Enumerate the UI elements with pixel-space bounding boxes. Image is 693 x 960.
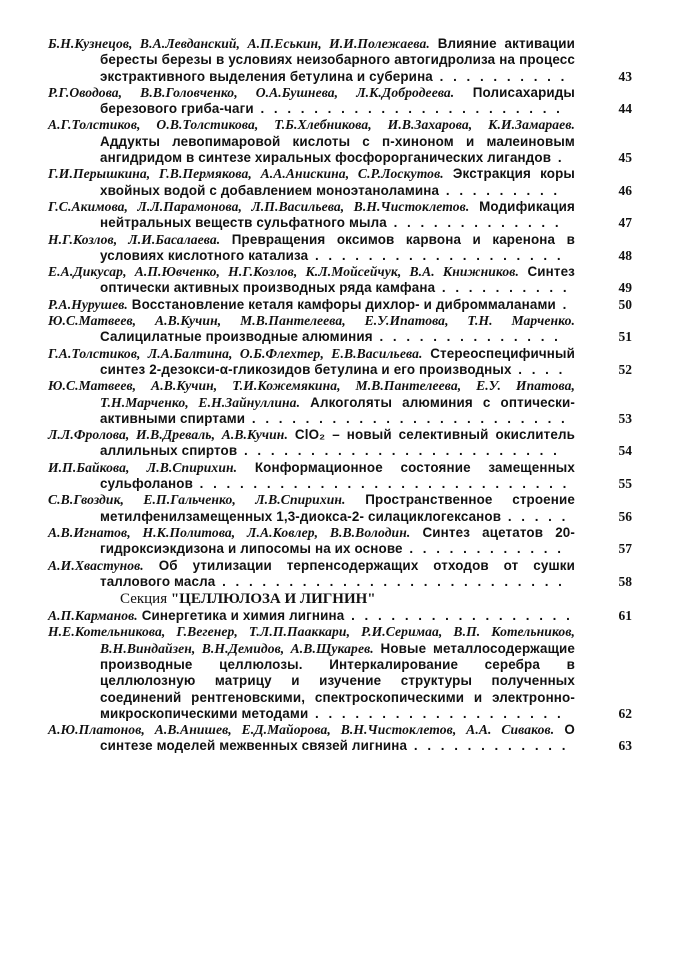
page-number: 43 — [618, 68, 632, 84]
section-heading — [48, 591, 658, 608]
section-prefix: Секция — [120, 591, 171, 608]
entry-title: Алкоголяты алюминия с оптически-активными спиртами — [100, 394, 576, 426]
entry-authors: Г.А.Толстиков, Л.А.Балтина, О.Б.Флехтер, Е.В.Васильева. — [48, 345, 423, 361]
entry-authors: Н.Е.Котельникова, Г.Вегенер, Т.Л.П.Пааккари, Р.И.Серимаа, В.П. Котельников, В.Н.Виндайзен, В.Н.Демидов, А.В.Щукарев. — [48, 624, 575, 656]
entry-text — [48, 264, 575, 297]
dot-leader: . . . . . — [501, 508, 569, 524]
dot-leader: . . . . . . . . . . . . . . — [372, 329, 561, 345]
page-number: 56 — [618, 508, 632, 524]
entry-text — [48, 608, 575, 624]
page-number: 45 — [618, 150, 632, 166]
toc-entry — [48, 427, 658, 460]
dot-leader: . . . . . . . . . . . . . . . . . . . . . . . . — [237, 443, 560, 459]
entry-title: О синтезе моделей межвенных связей лигнина — [100, 722, 575, 754]
dot-leader: . . . . . . . . . . — [432, 68, 568, 84]
toc-entry — [48, 264, 658, 297]
entry-title: Синтез ацетатов 20-гидроксиэкдизона и липосомы на их основе — [100, 524, 575, 557]
dot-leader: . . . . . . . . . . . . . — [386, 215, 562, 231]
toc-entry — [48, 117, 658, 166]
dot-leader: . . . . . . . . . . . . . . . . . . . — [308, 705, 564, 721]
entry-text — [48, 492, 575, 525]
toc-entry — [48, 558, 658, 591]
entry-title: Экстракция коры хвойных водой с добавлением моноэтаноламина — [100, 166, 576, 198]
entry-text — [48, 85, 575, 118]
entry-text — [48, 117, 575, 166]
entry-text — [48, 427, 575, 460]
entry-authors: А.И.Хвастунов. — [48, 557, 144, 573]
toc-entry — [48, 460, 658, 493]
page-number: 55 — [618, 476, 632, 492]
entry-text — [48, 378, 575, 427]
page-number: 58 — [618, 573, 632, 589]
entry-text — [48, 558, 575, 591]
dot-leader: . — [551, 150, 565, 166]
dot-leader: . . . . . . . . . . — [435, 280, 570, 296]
entry-authors: Г.С.Акимова, Л.Л.Парамонова, Л.П.Васильева, В.Н.Чистоклетов. — [48, 198, 470, 214]
entry-title: ClO₂ – новый селективный окислитель аллильных спиртов — [100, 427, 575, 459]
entry-authors: Р.А.Нурушев. — [48, 296, 128, 312]
dot-leader: . . . . . . . . . . . . . . . . . . . — [308, 247, 564, 263]
toc-entry — [48, 492, 658, 525]
entry-authors: Б.Н.Кузнецов, В.А.Левданский, А.П.Еськин, И.И.Полежаева. — [48, 36, 430, 51]
entry-text — [48, 346, 575, 379]
entry-title: Превращения оксимов карвона и каренона в условиях кислотного катализа — [100, 231, 575, 263]
entry-title: Синтез оптически активных производных ряда камфана — [100, 264, 575, 296]
table-of-contents — [48, 36, 658, 755]
entry-text — [48, 313, 575, 346]
toc-entry — [48, 232, 658, 265]
dot-leader: . . . . . . . . . . . . . . . . . . . . . . . . . . — [215, 573, 565, 589]
page-number: 61 — [618, 608, 632, 624]
entry-title: Конформационное состояние замещенных сульфоланов — [100, 459, 575, 492]
page-number: 44 — [618, 101, 632, 117]
toc-entry — [48, 85, 658, 118]
page-number: 53 — [618, 410, 632, 426]
entry-authors: А.Ю.Платонов, А.В.Анишев, Е.Д.Майорова, В.Н.Чистоклетов, А.А. Сиваков. — [48, 722, 555, 738]
dot-leader: . . . . — [511, 361, 566, 377]
toc-entry — [48, 608, 658, 624]
dot-leader: . . . . . . . . . . . . . . . . . . . . . . . . — [245, 410, 568, 426]
dot-leader: . . . . . . . . . . . . — [407, 738, 569, 754]
entry-title: Стереоспецифичный синтез 2-дезокси-α-гликозидов бетулина и его производных — [100, 345, 575, 377]
dot-leader: . . . . . . . . . . . . . . . . . . . . . . . . . . . . — [192, 476, 570, 492]
entry-authors: И.П.Байкова, Л.В.Спирихин. — [48, 459, 238, 475]
entry-text — [48, 297, 575, 313]
entry-authors: Н.Г.Козлов, Л.И.Басалаева. — [48, 231, 221, 247]
entry-title: Синергетика и химия лигнина — [141, 608, 345, 624]
entries-list — [48, 608, 658, 755]
entry-text — [48, 722, 575, 755]
page-number: 63 — [618, 738, 632, 754]
page-number: 52 — [618, 361, 632, 377]
toc-entry — [48, 166, 658, 199]
entry-title: Новые металлосодержащие производные целлюлозы. Интеркалирование серебра в целлюлозную матрицу и изучение структуры полученных соединений рентгеновскими, спектроскопическими и электронно-микроскопическими методами — [100, 640, 576, 721]
entry-text — [48, 36, 575, 85]
entry-authors: Г.И.Перышкина, Г.В.Пермякова, А.А.Анискина, С.Р.Лоскутов. — [48, 166, 444, 182]
toc-entry — [48, 525, 658, 558]
page-number: 47 — [618, 215, 632, 231]
page-number: 57 — [618, 541, 632, 557]
toc-entry — [48, 297, 658, 313]
page-number: 46 — [618, 182, 632, 198]
entry-text — [48, 232, 575, 265]
entry-text — [48, 460, 575, 493]
dot-leader: . — [555, 296, 570, 312]
toc-entry — [48, 199, 658, 232]
entry-title: Восстановление кеталя камфоры дихлор- и диброммаланами — [131, 296, 556, 312]
page-number: 50 — [618, 296, 632, 312]
page-number: 62 — [618, 705, 632, 721]
toc-entry — [48, 378, 658, 427]
dot-leader: . . . . . . . . . . . . — [402, 541, 564, 557]
entry-authors: С.В.Гвоздик, Е.П.Гальченко, Л.В.Спирихин. — [48, 492, 346, 508]
entry-title: Модификация нейтральных веществ сульфатного мыла — [100, 198, 575, 231]
entry-text — [48, 166, 575, 199]
dot-leader: . . . . . . . . . . . . . . . . . . . . . . . — [253, 101, 563, 117]
page-number: 48 — [618, 247, 632, 263]
section-name: "ЦЕЛЛЮЛОЗА И ЛИГНИН" — [170, 591, 376, 608]
entry-authors: Ю.С.Матвеев, А.В.Кучин, Т.И.Кожемякина, М.В.Пантелеева, Е.У. Ипатова, Т.Н.Марченко, Е.Н.Зайнуллина. — [48, 378, 575, 410]
entry-authors: А.П.Карманов. — [48, 608, 138, 624]
dot-leader: . . . . . . . . . . . . . . . . . — [344, 608, 573, 624]
entry-title: Аддукты левопимаровой кислоты с п-хиноном и малеиновым ангидридом в синтезе хиральных фосфорорганических лигандов — [100, 133, 575, 166]
entry-title: Салицилатные производные алюминия — [100, 329, 373, 345]
toc-entry — [48, 624, 658, 722]
toc-entry — [48, 313, 658, 346]
toc-entry — [48, 36, 658, 85]
toc-entry — [48, 346, 658, 379]
entry-title: Об утилизации терпенсодержащих отходов от сушки таллового масла — [100, 557, 575, 589]
entry-text — [48, 624, 575, 722]
entry-authors: Р.Г.Оводова, В.В.Головченко, О.А.Бушнева, Л.К.Добродеева. — [48, 84, 455, 100]
entry-authors: Е.А.Дикусар, А.П.Ювченко, Н.Г.Козлов, К.Л.Мойсейчук, В.А. Книжников. — [48, 264, 519, 280]
dot-leader: . . . . . . . . . — [439, 182, 561, 198]
entry-authors: Л.Л.Фролова, И.В.Древаль, А.В.Кучин. — [48, 427, 288, 443]
entry-text — [48, 199, 575, 232]
entry-title: Пространственное строение метилфенилзамещенных 1,3-диокса-2- силациклогексанов — [100, 492, 575, 524]
entry-title: Полисахариды березового гриба-чаги — [100, 84, 576, 117]
page-number: 54 — [618, 443, 632, 459]
page-number: 49 — [618, 280, 632, 296]
page-number: 51 — [618, 329, 632, 345]
entry-authors: А.В.Игнатов, Н.К.Политова, Л.А.Ковлер, В.В.Володин. — [48, 524, 411, 540]
entry-text — [48, 525, 575, 558]
entry-authors: Ю.С.Матвеев, А.В.Кучин, М.В.Пантелеева, Е.У.Ипатова, Т.Н. Марченко. — [48, 313, 575, 329]
entry-authors: А.Г.Толстиков, О.В.Толстикова, Т.Б.Хлебникова, И.В.Захарова, К.И.Замараев. — [48, 117, 575, 133]
entry-title: Влияние активации бересты березы в условиях неизобарного автогидролиза на процесс экстрактивного выделения бетулина и суберина — [100, 36, 576, 84]
entries-list — [48, 36, 658, 590]
toc-entry — [48, 722, 658, 755]
